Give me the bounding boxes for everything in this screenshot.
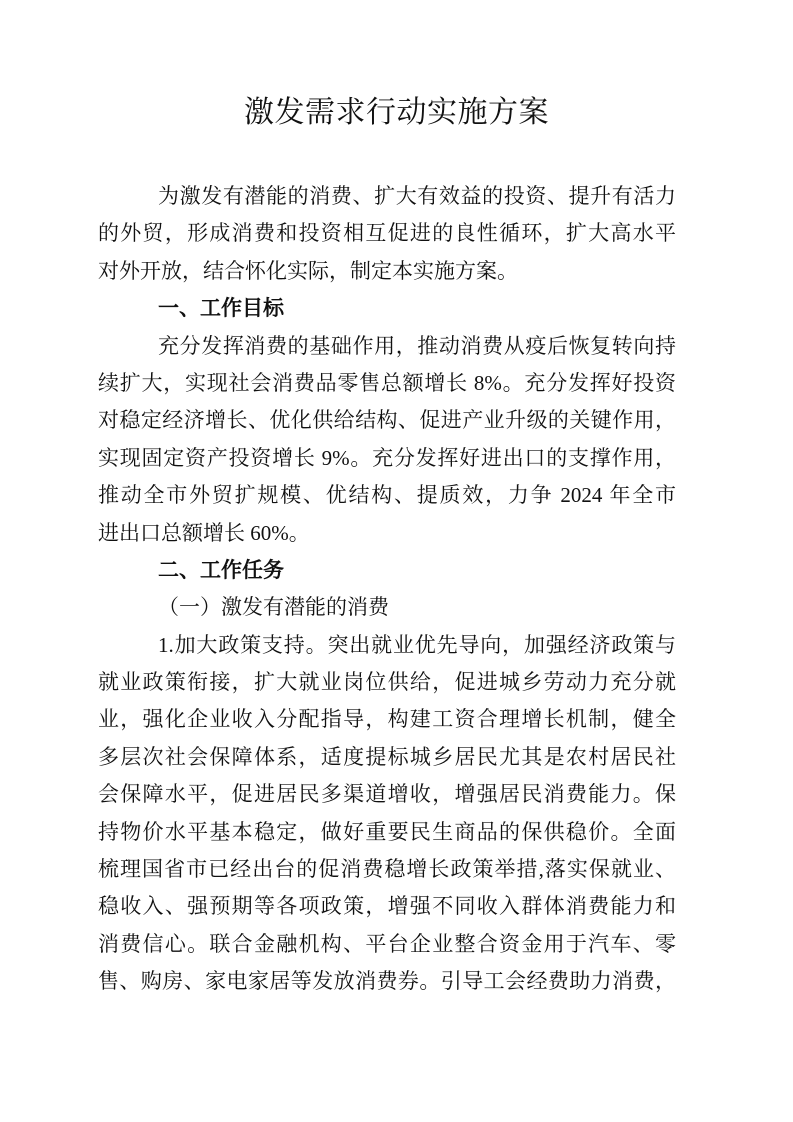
heading2-line: （一）激发有潜能的消费 (158, 595, 389, 620)
paragraph-line: 1.加大政策支持。突出就业优先导向，加强经济政策与 (158, 632, 676, 657)
paragraph-line: 消费信心。联合金融机构、平台企业整合资金用于汽车、零 (98, 931, 676, 956)
heading1-line: 一、工作目标 (158, 297, 284, 321)
document-title: 激发需求行动实施方案 (244, 96, 549, 129)
paragraph-line: 会保障水平，促进居民多渠道增收，增强居民消费能力。保 (98, 782, 676, 807)
paragraph-line: 的外贸，形成消费和投资相互促进的良性循环，扩大高水平 (98, 221, 676, 246)
paragraph-line: 业，强化企业收入分配指导，构建工资合理增长机制，健全 (98, 707, 676, 732)
paragraph-line: 充分发挥消费的基础作用，推动消费从疫后恢复转向持 (158, 333, 676, 358)
paragraph-line: 持物价水平基本稳定，做好重要民生商品的保供稳价。全面 (98, 819, 676, 844)
paragraph-line: 就业政策衔接，扩大就业岗位供给，促进城乡劳动力充分就 (98, 670, 676, 695)
document-body (98, 178, 676, 1001)
paragraph-line: 为激发有潜能的消费、扩大有效益的投资、提升有活力 (158, 184, 676, 208)
paragraph-line: 多层次社会保障体系，适度提标城乡居民尤其是农村居民社 (98, 744, 676, 769)
paragraph-line: 售、购房、家电家居等发放消费券。引导工会经费助力消费， (98, 969, 676, 994)
paragraph-line: 续扩大，实现社会消费品零售总额增长 8%。充分发挥好投资 (98, 370, 676, 395)
heading1-line: 二、工作任务 (158, 558, 284, 582)
paragraph-line: 梳理国省市已经出台的促消费稳增长政策举措,落实保就业、 (98, 857, 676, 882)
paragraph-line: 稳收入、强预期等各项政策，增强不同收入群体消费能力和 (98, 894, 676, 919)
paragraph-line: 对稳定经济增长、优化供给结构、促进产业升级的关键作用， (98, 408, 676, 433)
paragraph-line: 进出口总额增长 60%。 (98, 520, 310, 545)
paragraph-line: 推动全市外贸扩规模、优结构、提质效，力争 2024 年全市 (98, 483, 676, 508)
paragraph-line: 实现固定资产投资增长 9%。充分发挥好进出口的支撑作用， (98, 445, 676, 470)
paragraph-line: 对外开放，结合怀化实际，制定本实施方案。 (98, 258, 518, 283)
